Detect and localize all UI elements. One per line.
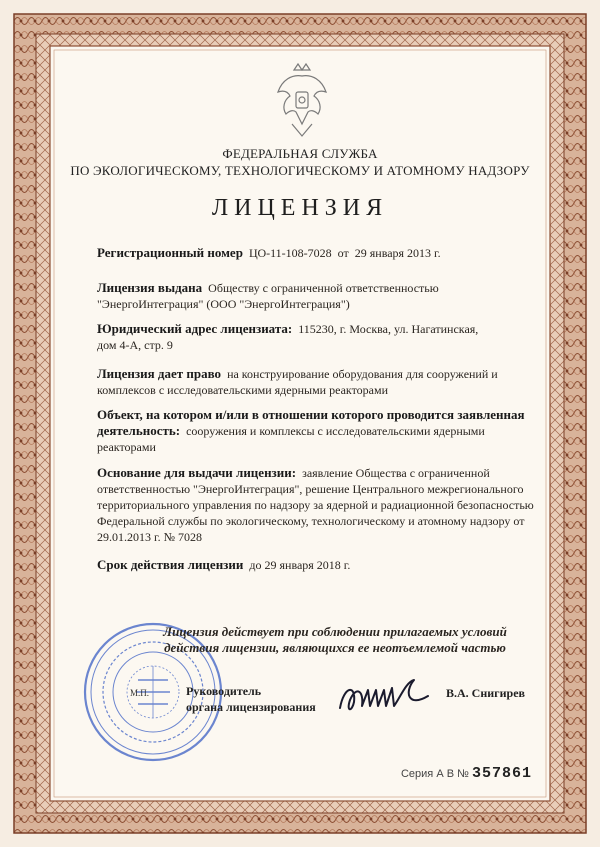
issuer-line-2: ПО ЭКОЛОГИЧЕСКОМУ, ТЕХНОЛОГИЧЕСКОМУ И АТОМНОМУ НАДЗОРУ	[70, 163, 530, 178]
validity-note	[140, 624, 530, 656]
signatory-position	[186, 683, 316, 715]
term-label: Срок действия лицензии	[97, 557, 244, 572]
object-line-1: сооружения и комплексы с исследовательскими ядерными	[186, 424, 485, 438]
right-line-2: комплексов с исследовательскими ядерными реакторами	[97, 383, 389, 397]
object-label-2: деятельность:	[97, 423, 181, 438]
registration-from: от	[337, 246, 349, 260]
registration-date: 29 января 2013 г.	[354, 246, 441, 260]
basis-line-5: 29.01.2013 г. № 7028	[97, 530, 203, 544]
term-section	[97, 557, 543, 573]
address-line-1: 115230, г. Москва, ул. Нагатинская,	[298, 322, 479, 336]
address-line-2: дом 4-А, стр. 9	[97, 338, 173, 352]
signer-name: В.А. Снигирев	[446, 686, 526, 700]
handwritten-signature	[334, 672, 434, 722]
validity-note-line-2: действия лицензии, являющихся ее неотъемлемой частью	[164, 640, 506, 655]
stamp-place-label: М.П.	[130, 688, 150, 698]
registration-number: ЦО-11-108-7028	[248, 246, 332, 260]
issued-line-1: Обществу с ограниченной ответственностью	[208, 281, 439, 295]
issuer-line-1: ФЕДЕРАЛЬНАЯ СЛУЖБА	[222, 146, 378, 161]
issued-label: Лицензия выдана	[97, 280, 203, 295]
registration-label: Регистрационный номер	[97, 245, 243, 260]
coat-of-arms-icon	[272, 62, 332, 142]
object-label-1: Объект, на котором и/или в отношении которого проводится заявленная	[97, 407, 525, 422]
basis-line-1: заявление Общества с ограниченной	[302, 466, 490, 480]
right-line-1: на конструирование оборудования для сооружений и	[227, 367, 498, 381]
basis-section	[97, 465, 543, 545]
address-label: Юридический адрес лицензиата:	[97, 321, 293, 336]
term-value: до 29 января 2018 г.	[249, 558, 351, 572]
registration-section	[97, 245, 543, 261]
serial-label: Серия А В №	[400, 768, 469, 780]
serial-value: 357861	[471, 765, 532, 782]
right-label: Лицензия дает право	[97, 366, 222, 381]
issued-section	[97, 280, 543, 312]
address-section	[97, 321, 543, 353]
basis-line-2: ответственностью "ЭнергоИнтеграция", решение Центрального межрегионального	[97, 482, 524, 496]
signatory-position-line-2: органа лицензирования	[186, 700, 316, 714]
issued-line-2: "ЭнергоИнтеграция" (ООО "ЭнергоИнтеграция")	[97, 297, 350, 311]
object-section	[97, 407, 543, 455]
basis-line-3: территориального управления по надзору за ядерной и радиационной безопасностью	[97, 498, 534, 512]
signatory-position-line-1: Руководитель	[186, 684, 262, 698]
basis-line-4: Федеральной службы по экологическому, технологическому и атомному надзору от	[97, 514, 525, 528]
basis-label: Основание для выдачи лицензии:	[97, 465, 297, 480]
object-line-2: реакторами	[97, 440, 156, 454]
right-section	[97, 366, 543, 398]
validity-note-line-1: Лицензия действует при соблюдении прилагаемых условий	[163, 624, 507, 639]
page-title: ЛИЦЕНЗИЯ	[211, 195, 389, 221]
serial-number	[401, 765, 532, 782]
